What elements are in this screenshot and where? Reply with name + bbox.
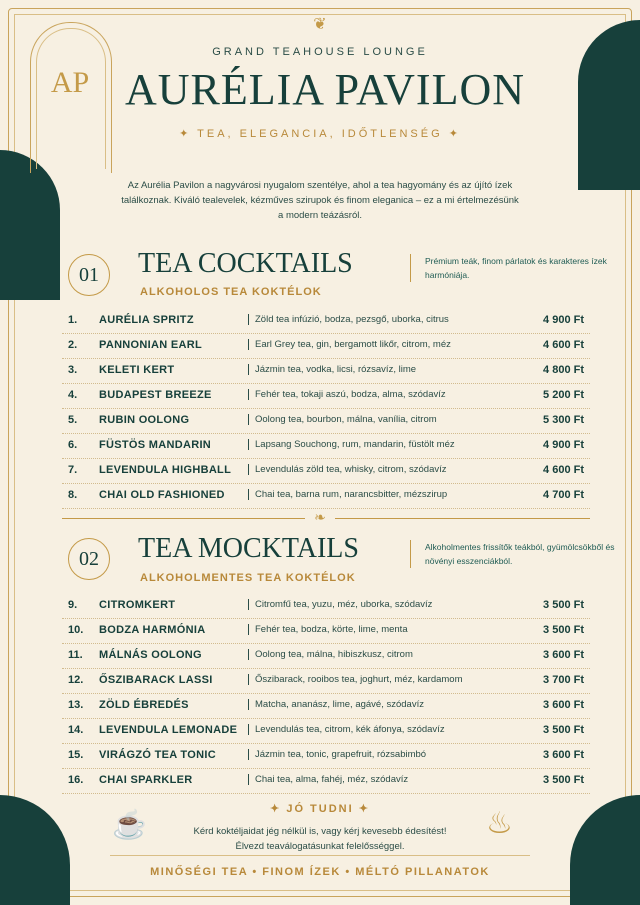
menu-item-num: 11.	[68, 649, 83, 661]
menu-item-price: 3 500 Ft	[543, 724, 584, 736]
menu-item-num: 3.	[68, 364, 78, 376]
menu-item-desc: Fehér tea, bodza, körte, lime, menta	[248, 624, 408, 635]
menu-item-row	[62, 619, 590, 644]
menu-item-row	[62, 334, 590, 359]
section-number: 01	[68, 254, 110, 296]
notice-text	[0, 824, 640, 854]
menu-item-row	[62, 484, 590, 509]
menu-item-name: AURÉLIA SPRITZ	[99, 314, 194, 326]
menu-item-price: 3 500 Ft	[543, 599, 584, 611]
menu-item-desc: Oolong tea, bourbon, málna, vanília, citrom	[248, 414, 437, 425]
teacup-icon: ☕	[112, 809, 147, 840]
section-title: TEA MOCKTAILS	[138, 533, 359, 564]
menu-item-desc: Zöld tea infúzió, bodza, pezsgő, uborka, citrus	[248, 314, 449, 325]
menu-item-row	[62, 309, 590, 334]
menu-item-num: 7.	[68, 464, 78, 476]
tagline: ✦ TEA, ELEGANCIA, IDŐTLENSÉG ✦	[179, 128, 461, 140]
menu-item-desc: Citromfű tea, yuzu, méz, uborka, szódavíz	[248, 599, 432, 610]
brand-subtitle: GRAND TEAHOUSE LOUNGE	[212, 46, 428, 58]
mocktail-list	[62, 594, 590, 794]
menu-item-row	[62, 409, 590, 434]
menu-item-name: ŐSZIBARACK LASSI	[99, 674, 213, 686]
menu-item-name: BUDAPEST BREEZE	[99, 389, 212, 401]
menu-item-name: PANNONIAN EARL	[99, 339, 202, 351]
menu-item-name: ZÖLD ÉBREDÉS	[99, 699, 189, 711]
menu-item-desc: Jázmin tea, tonic, grapefruit, rózsabimbó	[248, 749, 426, 760]
menu-item-num: 10.	[68, 624, 84, 636]
notice-line: Kérd koktéljaidat jég nélkül is, vagy kérj kevesebb édesítést!	[193, 826, 447, 837]
notice-line: Élvezd teaválogatásunkat felelősséggel.	[235, 841, 405, 852]
menu-item-num: 13.	[68, 699, 84, 711]
menu-item-desc: Jázmin tea, vodka, licsi, rózsavíz, lime	[248, 364, 416, 375]
menu-item-price: 3 500 Ft	[543, 624, 584, 636]
menu-item-num: 2.	[68, 339, 78, 351]
menu-item-num: 1.	[68, 314, 78, 326]
menu-item-name: BODZA HARMÓNIA	[99, 624, 206, 636]
menu-item-name: FÜSTÖS MANDARIN	[99, 439, 212, 451]
menu-item-num: 8.	[68, 489, 78, 501]
menu-item-name: LEVENDULA LEMONADE	[99, 724, 238, 736]
menu-item-name: CITROMKERT	[99, 599, 176, 611]
menu-item-name: LEVENDULA HIGHBALL	[99, 464, 232, 476]
menu-item-name: RUBIN OOLONG	[99, 414, 190, 426]
cocktail-list	[62, 309, 590, 509]
menu-item-price: 4 900 Ft	[543, 439, 584, 451]
menu-item-num: 4.	[68, 389, 78, 401]
section-description: Prémium teák, finom párlatok és karakteres ízek harmóniája.	[410, 254, 615, 282]
section-subtitle: ALKOHOLMENTES TEA KOKTÉLOK	[140, 572, 356, 584]
menu-item-name: VIRÁGZÓ TEA TONIC	[99, 749, 216, 761]
menu-item-price: 3 500 Ft	[543, 774, 584, 786]
footer-rule	[110, 855, 530, 856]
menu-item-row	[62, 594, 590, 619]
menu-item-row	[62, 719, 590, 744]
menu-item-desc: Levendulás zöld tea, whisky, citrom, szódavíz	[248, 464, 447, 475]
menu-item-num: 5.	[68, 414, 78, 426]
teapot-icon: ♨	[486, 807, 513, 840]
menu-item-price: 3 600 Ft	[543, 699, 584, 711]
menu-item-price: 4 800 Ft	[543, 364, 584, 376]
menu-item-price: 4 700 Ft	[543, 489, 584, 501]
menu-item-desc: Lapsang Souchong, rum, mandarin, füstölt méz	[248, 439, 455, 450]
page-title: AURÉLIA PAVILON	[124, 65, 526, 114]
menu-item-desc: Őszibarack, rooibos tea, joghurt, méz, kardamom	[248, 674, 463, 685]
menu-item-price: 5 200 Ft	[543, 389, 584, 401]
menu-item-num: 9.	[68, 599, 78, 611]
menu-item-row	[62, 744, 590, 769]
leaf-divider-icon: ❧	[305, 509, 335, 526]
menu-item-num: 16.	[68, 774, 84, 786]
menu-item-desc: Levendulás tea, citrom, kék áfonya, szódavíz	[248, 724, 445, 735]
menu-item-desc: Matcha, ananász, lime, agávé, szódavíz	[248, 699, 424, 710]
section-subtitle: ALKOHOLOS TEA KOKTÉLOK	[140, 286, 322, 298]
section-description: Alkoholmentes frissítők teákból, gyümölcsökből és növényi esszenciákból.	[410, 540, 615, 568]
menu-item-num: 14.	[68, 724, 84, 736]
menu-item-desc: Earl Grey tea, gin, bergamott likőr, citrom, méz	[248, 339, 451, 350]
menu-item-row	[62, 459, 590, 484]
menu-item-desc: Chai tea, alma, fahéj, méz, szódavíz	[248, 774, 408, 785]
menu-item-row	[62, 769, 590, 794]
fan-ornament-icon: ❦	[313, 16, 327, 33]
intro-text: Az Aurélia Pavilon a nagyvárosi nyugalom szentélye, ahol a tea hagyomány és az újító ízek találkoznak. Kiváló tealevelek, kézműves szirupok és finom eleganica – ez a mi értelmezésünk a modern teázásról.	[121, 180, 519, 221]
menu-item-price: 3 600 Ft	[543, 749, 584, 761]
menu-item-name: CHAI SPARKLER	[99, 774, 193, 786]
menu-item-price: 4 900 Ft	[543, 314, 584, 326]
menu-item-row	[62, 669, 590, 694]
menu-item-price: 5 300 Ft	[543, 414, 584, 426]
menu-item-name: KELETI KERT	[99, 364, 175, 376]
menu-item-price: 3 600 Ft	[543, 649, 584, 661]
menu-item-name: MÁLNÁS OOLONG	[99, 649, 202, 661]
menu-item-desc: Fehér tea, tokaji aszú, bodza, alma, szódavíz	[248, 389, 446, 400]
menu-item-row	[62, 359, 590, 384]
section-title: TEA COCKTAILS	[138, 248, 353, 279]
monogram-logo: AP	[50, 66, 90, 99]
notice-title: ✦ JÓ TUDNI ✦	[270, 803, 370, 815]
menu-item-name: CHAI OLD FASHIONED	[99, 489, 225, 501]
menu-item-price: 3 700 Ft	[543, 674, 584, 686]
menu-item-row	[62, 644, 590, 669]
menu-item-price: 4 600 Ft	[543, 464, 584, 476]
menu-item-num: 6.	[68, 439, 78, 451]
menu-item-row	[62, 434, 590, 459]
menu-item-num: 15.	[68, 749, 84, 761]
menu-item-row	[62, 694, 590, 719]
menu-item-price: 4 600 Ft	[543, 339, 584, 351]
footer-slogan: MINŐSÉGI TEA • FINOM ÍZEK • MÉLTÓ PILLANATOK	[150, 866, 490, 878]
menu-item-desc: Chai tea, barna rum, narancsbitter, mézszirup	[248, 489, 447, 500]
menu-item-num: 12.	[68, 674, 84, 686]
menu-item-desc: Oolong tea, málna, hibiszkusz, citrom	[248, 649, 413, 660]
menu-item-row	[62, 384, 590, 409]
section-number: 02	[68, 538, 110, 580]
